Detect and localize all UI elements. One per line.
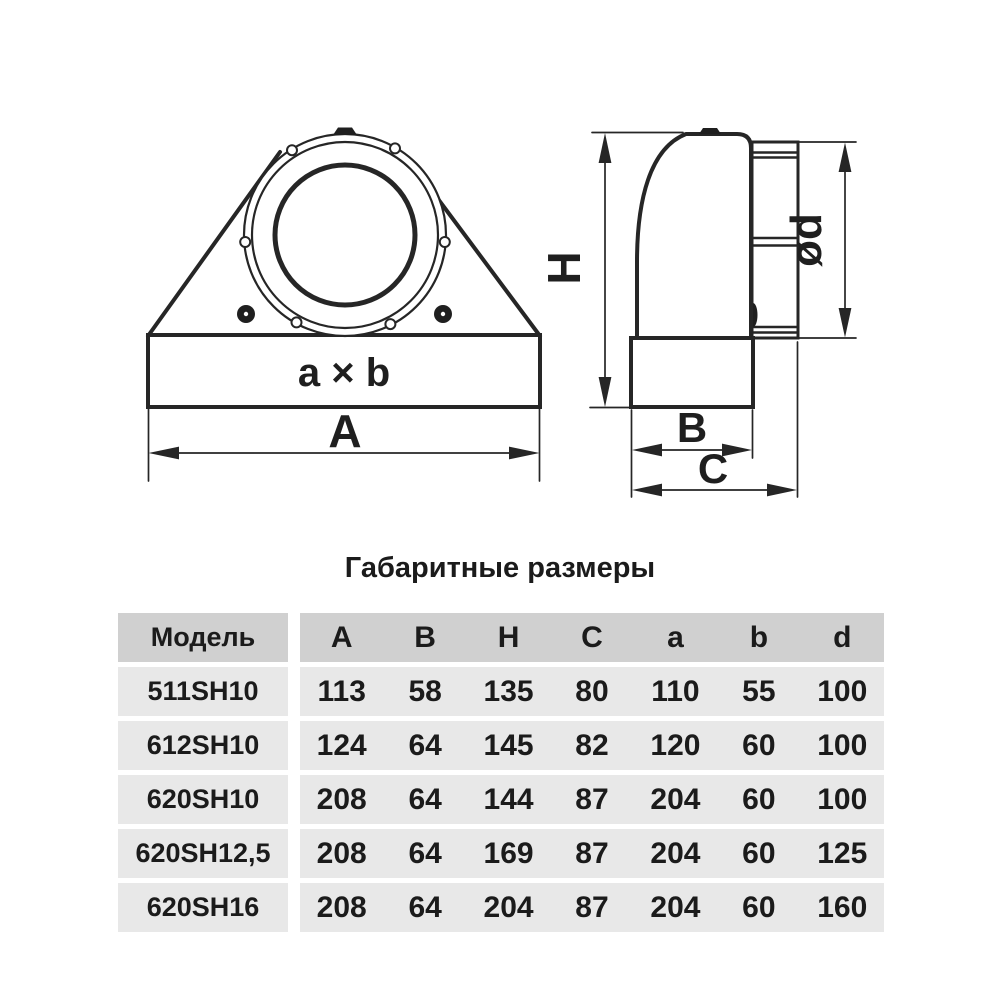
- table-row: [118, 667, 884, 716]
- model-name: 620SH12,5: [118, 829, 288, 878]
- value-cell: 55: [742, 674, 776, 708]
- col-header-A: A: [330, 620, 353, 654]
- page-title: Габаритные размеры: [344, 552, 656, 584]
- table-row: [118, 775, 884, 824]
- value-cell: 208: [316, 836, 367, 870]
- front-top-tab: [333, 128, 357, 136]
- value-cell: 58: [408, 674, 442, 708]
- value-cell: 125: [817, 836, 868, 870]
- model-name: 620SH16: [118, 883, 288, 932]
- dim-d-label: ød: [782, 213, 831, 267]
- value-cell: 144: [483, 782, 534, 816]
- value-cell: 64: [408, 890, 442, 924]
- model-name: 620SH10: [118, 775, 288, 824]
- value-cell: 120: [650, 728, 701, 762]
- col-header-C: C: [581, 620, 603, 654]
- model-name: 511SH10: [118, 667, 288, 716]
- model-name: 612SH10: [118, 721, 288, 770]
- value-cell: 204: [650, 890, 701, 924]
- table-header-row: [118, 613, 884, 662]
- side-body: [637, 134, 751, 338]
- value-cell: 169: [483, 836, 534, 870]
- value-cell: 87: [575, 836, 609, 870]
- screw-hole-left: [237, 305, 255, 323]
- col-header-B: B: [414, 620, 436, 654]
- dim-C-label: C: [697, 445, 729, 492]
- side-top-tab: [699, 128, 721, 134]
- table-row: [118, 883, 884, 932]
- col-header-b: b: [749, 620, 769, 654]
- col-header-H: H: [497, 620, 520, 654]
- value-cell: 124: [316, 728, 367, 762]
- value-cell: 82: [575, 728, 609, 762]
- value-cell: 204: [650, 836, 701, 870]
- side-view: [538, 128, 856, 497]
- col-header-a: a: [667, 620, 684, 654]
- value-cell: 64: [408, 728, 442, 762]
- dimensions-table: [118, 613, 884, 932]
- value-cell: 204: [483, 890, 534, 924]
- value-cell: 100: [817, 674, 868, 708]
- value-cell: 145: [483, 728, 534, 762]
- dim-B-label: B: [676, 404, 708, 451]
- value-cell: 60: [742, 782, 776, 816]
- header-data-block: [300, 613, 884, 662]
- dim-A-label: A: [328, 405, 362, 457]
- table-row: [118, 721, 884, 770]
- value-cell: 113: [317, 674, 366, 708]
- front-view: [148, 128, 540, 482]
- duct-size-label: a × b: [297, 351, 391, 395]
- value-cell: 110: [651, 674, 700, 708]
- value-cell: 87: [575, 890, 609, 924]
- value-cell: 64: [408, 782, 442, 816]
- model-column-header: Модель: [118, 613, 288, 662]
- side-duct-base: [631, 338, 753, 407]
- value-cell: 60: [742, 728, 776, 762]
- value-cell: 208: [316, 890, 367, 924]
- dim-H-label: H: [538, 251, 590, 285]
- value-cell: 87: [575, 782, 609, 816]
- spigot-opening: [275, 165, 415, 305]
- value-cell: 100: [817, 782, 868, 816]
- value-cell: 100: [817, 728, 868, 762]
- value-cell: 60: [742, 836, 776, 870]
- value-cell: 80: [575, 674, 609, 708]
- value-cell: 60: [742, 890, 776, 924]
- screw-hole-right: [434, 305, 452, 323]
- table-row: [118, 829, 884, 878]
- value-cell: 135: [483, 674, 534, 708]
- value-cell: 64: [408, 836, 442, 870]
- col-header-d: d: [833, 620, 852, 654]
- value-cell: 204: [650, 782, 701, 816]
- value-cell: 208: [316, 782, 367, 816]
- value-cell: 160: [817, 890, 868, 924]
